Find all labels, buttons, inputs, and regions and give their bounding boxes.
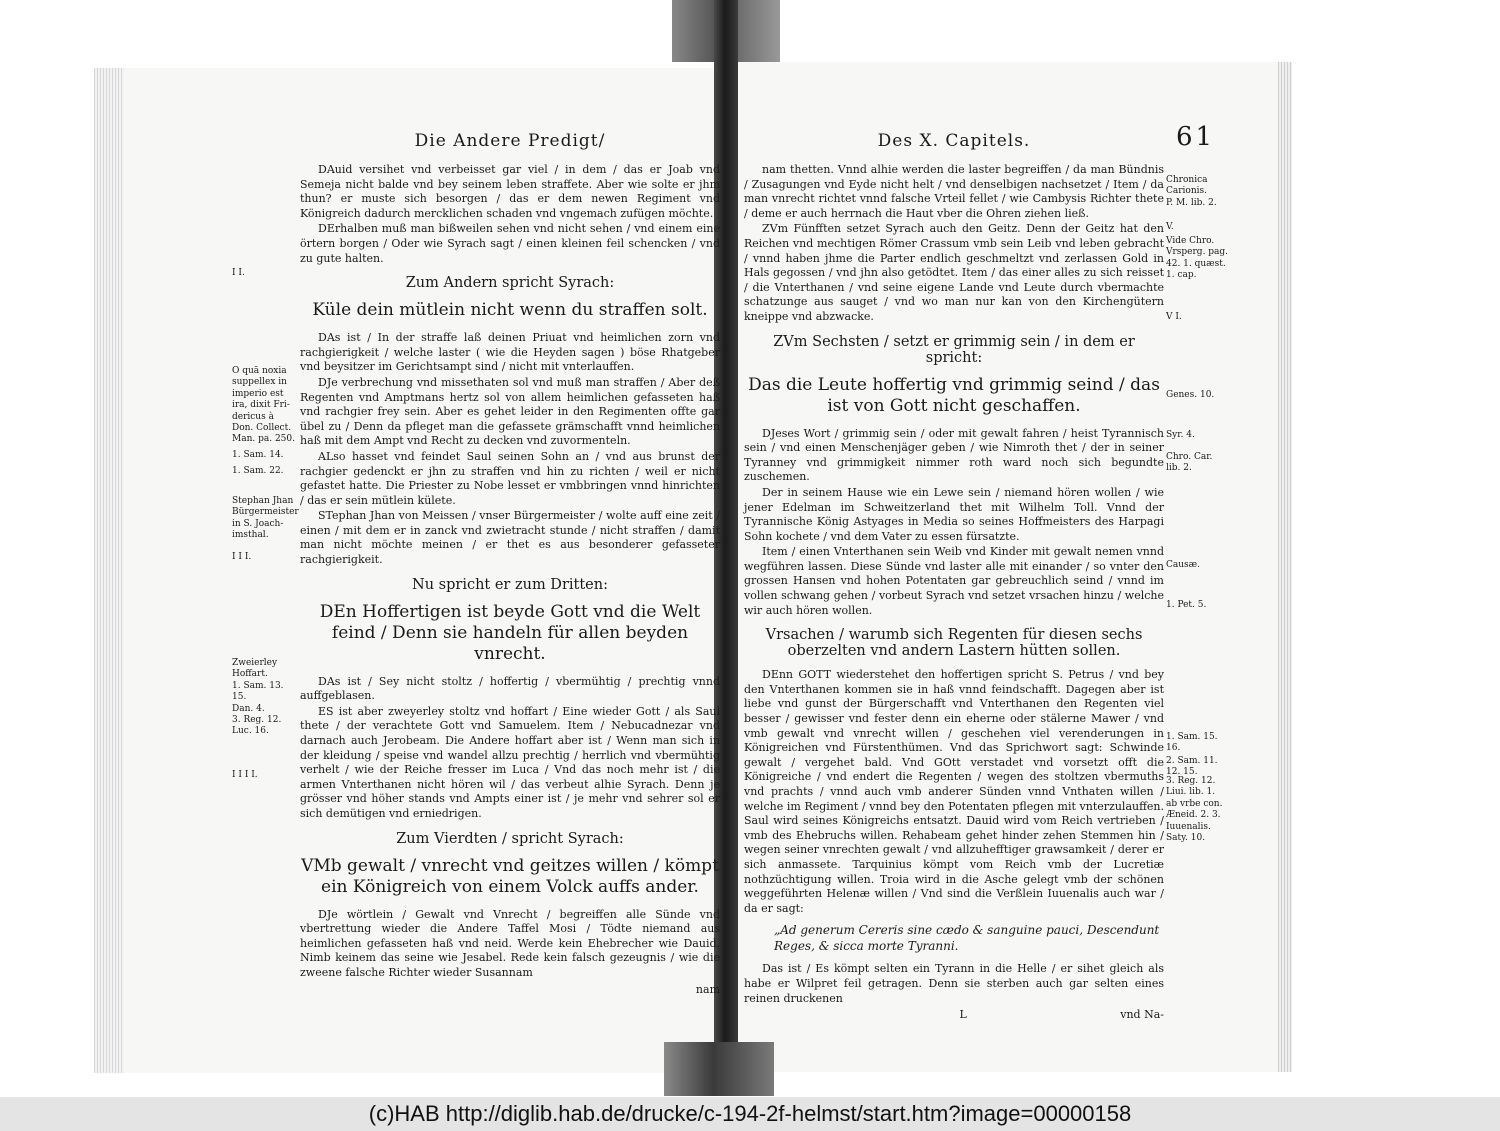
paragraph: ALso hasset vnd feindet Saul seinen Sohn an / vnd aus brunst der rachgier gedenckt er jhn zu straffen vnd hin zu richten / weil er nicht gefastet hatte. Die Priester zu Nobe lesset er vmbbringen vnnd hinrichten / das er sein mütlein külete. [300, 449, 720, 507]
left-catchword: nam [695, 982, 720, 996]
paragraph: DAs ist / In der straffe laß deinen Priuat vnd heimlichen zorn vnd rachgierigkeit / welche laster ( wie die Heyden sagen ) böse Rhatgeber vnd beysitzer im Gerichtsampt sind / nicht mit vnterlauffen. [300, 331, 720, 374]
margin-note: I I I I. [232, 770, 258, 780]
margin-note: V. [1166, 222, 1174, 232]
margin-note: 1. Sam. 15. 16. [1166, 732, 1218, 754]
section-heading: ZVm Sechsten / setzt er grimmig sein / in dem er spricht: [773, 333, 1135, 366]
margin-note: Syr. 4. [1166, 430, 1195, 440]
paragraph: DJeses Wort / grimmig sein / oder mit gewalt fahren / heist Tyrannisch sein / vnd einen Menschenjäger geben / wie Nimroth thet / der in seiner Tyranney vnd grimmigkeit nimmer roth ward noch sich begundte zuschemen. [744, 426, 1164, 484]
section-heading: Vrsachen / warumb sich Regenten für diesen sechs oberzelten vnd andern Lastern hütten sollen. [765, 627, 1143, 660]
margin-note: 1. Pet. 5. [1166, 600, 1207, 610]
paragraph: Der in seinem Hause wie ein Lewe sein / niemand hören wollen / wie jener Edelman im Schweitzerland thet mit Wilhelm Toll. Vnnd der Tyrannische König Astyages in Media so seines Hoffmeisters des Harpagi Sohn kochete / vnd dem Vater zu essen fürsatzte. [744, 485, 1164, 543]
margin-note: Causæ. [1166, 560, 1200, 570]
margin-note: 3. Reg. 12. Liui. lib. 1. ab vrbe con. Æneid. 2. 3. Iuuenalis. Saty. 10. [1166, 776, 1223, 844]
right-page-text [744, 125, 1164, 1021]
margin-note: I I I. [232, 552, 252, 562]
motto-verse: DEn Hoffertigen ist beyde Gott vnd die Welt feind / Denn sie handeln für allen beyden vnrecht. [319, 601, 701, 664]
left-text-blocks [300, 163, 720, 981]
book-spine-bottom [664, 1042, 774, 1096]
margin-note: 1. Sam. 14. [232, 450, 284, 460]
left-page-edges [94, 68, 124, 1073]
motto-verse: Das die Leute hoffertig vnd grimmig seind / das ist von Gott nicht geschaffen. [748, 374, 1160, 416]
margin-note: O quā noxia suppellex in imperio est ira, dixit Fri- dericus à Don. Collect. Man. pa. 250. [232, 366, 295, 445]
margin-note: Vide Chro. Vrsperg. pag. 42. 1. quæst. 1. cap. [1166, 236, 1229, 281]
paragraph: DAs ist / Sey nicht stoltz / hoffertig / vbermühtig / prechtig vnnd auffgeblasen. [300, 674, 720, 703]
right-text-blocks [744, 163, 1164, 1006]
paragraph: DAuid versihet vnd verbeisset gar viel / in dem / das er Joab vnd Semeja nicht balde vnd bey seinem leben straffete. Aber wie solte er jhm thun? er muste sich besorgen / das er dem newen Regiment vnd Königreich dadurch mercklichen schaden vnd vngemach zufügen möchte. [300, 163, 720, 220]
margin-note: Stephan Jhan Bürgermeister in S. Joach- imsthal. [232, 496, 299, 541]
margin-note: 1. Sam. 22. [232, 466, 284, 476]
margin-note: 2. Sam. 11. 12. 15. [1166, 756, 1218, 778]
margin-note: Zweierley Hoffart. 1. Sam. 13. 15. Dan. 4. 3. Reg. 12. Luc. 16. [232, 658, 284, 737]
paragraph: STephan Jhan von Meissen / vnser Bürgermeister / wolte auff eine zeit / einen / mit dem er in zanck vnd zwietracht stunde / nicht straffen / damit man nicht möchte meinen / er thet es aus besonderer gefasseter rachgierigkeit. [300, 509, 720, 567]
margin-note: Chronica Carionis. P. M. lib. 2. [1166, 175, 1217, 208]
section-heading: Zum Andern spricht Syrach: [405, 275, 615, 292]
right-catchword-text: vnd Na- [1120, 1008, 1164, 1022]
paragraph: DJe verbrechung vnd missethaten sol vnd muß man straffen / Aber deß Regenten vnd Amptmans hertz sol von allem heimlichen gefasseten haß vnd rachgier frey sein. Aber es gehet leider in den Regimenten offte gar übel zu / Denn da pfleget man die gefassete grämschafft vnnd heimlichen haß mit dem Ampt vnd Recht zu decken vnd zuvormenteln. [300, 375, 720, 448]
page-number: 61 [1176, 122, 1216, 152]
paragraph: ZVm Fünfften setzet Syrach auch den Geitz. Denn der Geitz hat den Reichen vnd mechtigen Römer Crassum vmb sein Leib vnd leben gebracht / vnnd haben jhme die Parter endlich geschmeltzt vnd zerlassen Gold in Hals gegossen / vnd jhn also getödtet. Item / das einer alles zu sich reisset / die Vnterthanen / vnd seine eigene Lande vnd Leute durch vbermachte schatzunge aus sauget / vnd wo man nur kan von den Kirchengütern kneippe vnd abzwacke. [744, 222, 1164, 323]
paragraph: ES ist aber zweyerley stoltz vnd hoffart / Eine wieder Gott / als Saul thete / der verachtete Gott vnd Samuelem. Item / Nebucadnezar vnd darnach auch Jerobeam. Die Andere hoffart aber ist / Wenn man sich in der kleidung / speise vnd wandel allzu prechtig / herrlich vnd vbermühtig verhelt / wie der Reiche fresser im Luca / Vnd das noch mehr ist / die armen Vnterthanen nicht hören wil / das verbeut alhie Syrach. Denn je grösser vnd höher stands vnd Ampts einer ist / je mehr vnd sehrer sol er sich demütigen vnd erniedrigen. [300, 704, 720, 820]
margin-note: Genes. 10. [1166, 390, 1215, 400]
right-catchword [744, 1008, 1164, 1021]
left-page-text [300, 125, 720, 996]
left-running-head: Die Andere Predigt/ [414, 131, 606, 151]
signature-mark: L [959, 1008, 967, 1022]
margin-note: I I. [232, 268, 245, 278]
paragraph: DJe wörtlein / Gewalt vnd Vnrecht / begreiffen alle Sünde vnd vbertrettung wieder die Andere Taffel Mosi / Tödte niemand aus heimlichen gefasseten haß vnd neid. Werde kein Ehebrecher wie Dauid. Nimb keinem das seine wie Jesabel. Rede kein falsch gezeugnis / wie die zweene falsche Richter wieder Susannam [300, 907, 720, 979]
motto-verse: VMb gewalt / vnrecht vnd geitzes willen / kömpt ein Königreich von einem Volck auffs ander. [301, 855, 719, 897]
paragraph: Item / einen Vnterthanen sein Weib vnd Kinder mit gewalt nemen vnnd wegführen lassen. Diese Sünde vnd laster alle mit einander / so vnter den grossen Hansen vnd hohen Potentaten gar gebreuchlich seind / vnnd im vollen schwang gehen / vorbeut Syrach vnd setzet vrsachen hinzu / welche wir auch hören wollen. [744, 545, 1164, 617]
latin-quote: „Ad generum Cereris sine cædo & sanguine pauci, Descendunt Reges, & sicca morte Tyranni. [774, 923, 1160, 954]
section-heading: Zum Vierdten / spricht Syrach: [396, 830, 624, 847]
right-running-head: Des X. Capitels. [877, 131, 1031, 151]
paragraph: Das ist / Es kömpt selten ein Tyrann in die Helle / er sihet gleich als habe er Wilpret feil getragen. Denn sie sterben auch gar selten eines reinen druckenen [744, 962, 1164, 1005]
paragraph: DEnn GOTT wiederstehet den hoffertigen spricht S. Petrus / vnd bey den Vnterthanen kommen sie in haß vnnd feindschafft. Dagegen aber ist liebe vnd gunst der Bürgerschafft vnd Vnterthanen den Regenten viel besser / gewisser vnd fester denn ein eherne oder stälerne Mawer / vnd vmb gewalt vnd vnrecht willen / geschehen viel verenderungen in Königreichen vnd Fürstenthümen. Vnd das Sprichwort sagt: Schwinde gewalt / vergehet bald. Vnd GOtt verstadet vnd vorsetzt offt die Königreiche / vnd endert die Regenten / wegen des stoltzen vbermuths vnd prachts / vnnd auch vmb anderer Sünden vnnd Vnthaten willen / welche im Regiment / vnnd bey den Potentaten pflegen mit vnterzulauffen. Saul wird seines Königreichs entsatzt. Dauid wird vom Reich vertrieben / vmb des Ehebruchs willen. Rehabeam gehet hinder zehen Stemmen hin / wegen seiner vnrechten gewalt / vnd allzuhefftiger grawsamkeit / derer er sich anmassete. Tarquinius kömpt vom Reich vmb der Lucretiæ nothzüchtigung willen. Troia wird in die Asche gelegt vmb der schönen weggeführten Helenæ willen / Vnd sind die Verßlein Iuuenalis auch war / da er sagt: [744, 668, 1164, 915]
section-heading: Nu spricht er zum Dritten: [412, 576, 608, 593]
motto-verse: Küle dein mütlein nicht wenn du straffen solt. [312, 300, 708, 321]
paragraph: DErhalben muß man bißweilen sehen vnd nicht sehen / vnd einem eine örtern borgen / Oder wie Syrach sagt / einen kleinen feil schencken / vnd zu gute halten. [300, 222, 720, 265]
paragraph: nam thetten. Vnnd alhie werden die laster begreiffen / da man Bündnis / Zusagungen vnd Eyde nicht helt / vnd denselbigen nachsetzet / Item / da man vnrecht richtet vnnd falsche Vrteil fellet / wie Cambysis Richter thete / deme er auch herrnach die Haut vber die Ohren ziehen ließ. [744, 163, 1164, 220]
right-page-edges [1278, 62, 1292, 1072]
margin-note: Chro. Car. lib. 2. [1166, 452, 1213, 474]
margin-note: V I. [1166, 312, 1182, 322]
copyright-footer: (c)HAB http://diglib.hab.de/drucke/c-194-2f-helmst/start.htm?image=00000158 [0, 1097, 1500, 1131]
